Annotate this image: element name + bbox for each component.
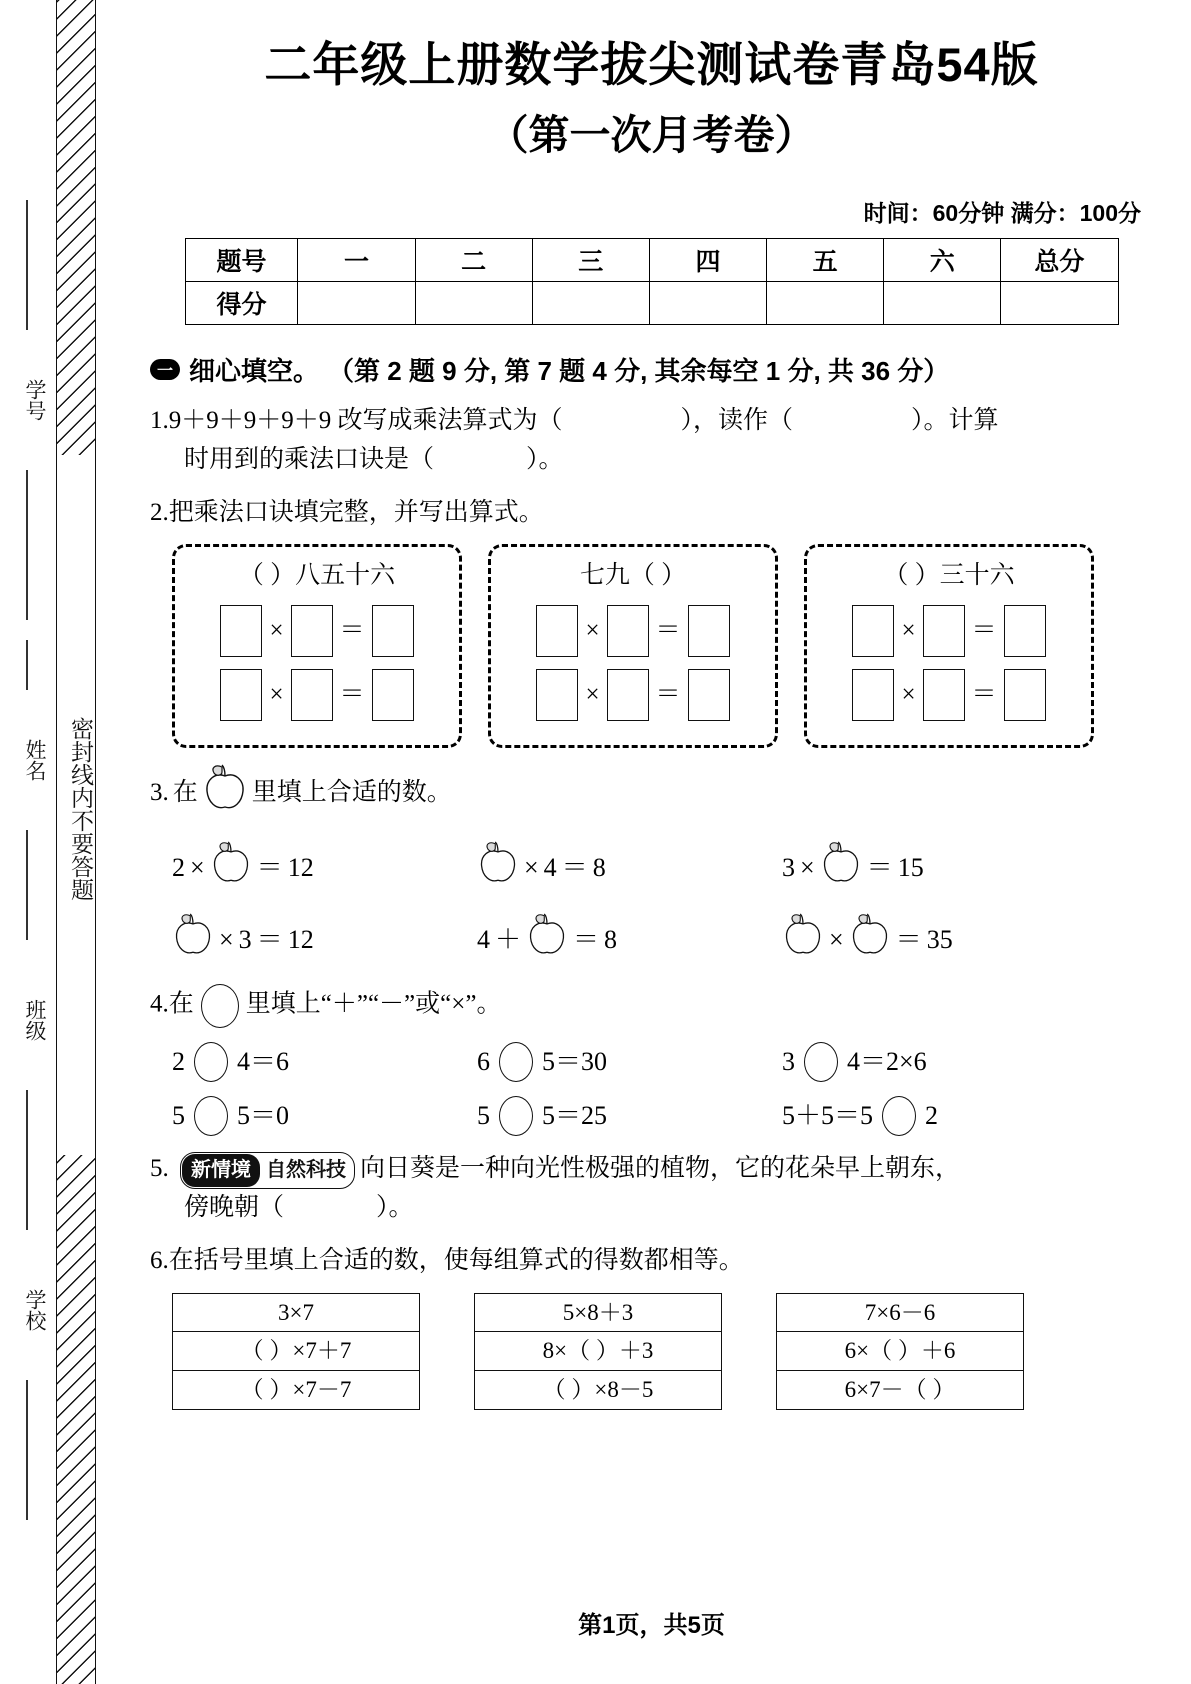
score-cell-4[interactable] [649,282,766,325]
expression-blank[interactable]: （ ）×7＋7 [173,1332,420,1371]
operand: 2 [172,853,185,883]
question-6-groups [150,1293,1153,1410]
operand-left: 5 [172,1101,185,1131]
question-2-prompt-text: 把乘法口诀填完整，并写出算式。 [168,498,544,526]
operand-left: 3 [782,1046,795,1076]
page-title: 二年级上册数学拔尖测试卷青岛54版 [264,38,1039,91]
question-2-group-3 [804,544,1094,748]
question-5-text: 向日葵是一种向光性极强的植物，它的花朵早上朝东， [360,1155,961,1183]
question-4 [150,984,1153,1137]
answer-box[interactable] [923,669,965,721]
table-row [475,1370,722,1409]
operand: 4 [477,925,490,955]
question-1-line-2 [150,441,1153,480]
table-row [777,1332,1024,1371]
result: 8 [592,853,606,883]
seal-hatch-top [57,0,96,455]
expression-given: 5×8＋3 [475,1293,722,1332]
question-3-text-a: 在 [172,779,198,807]
apple-icon-blank[interactable] [210,839,252,897]
result: 15 [897,853,924,883]
field-rule-name [26,640,28,690]
question-5-text-b: 傍晚朝（ [184,1194,285,1222]
score-cell-3[interactable] [532,282,649,325]
operand-left: 2 [172,1046,185,1076]
score-col-4: 四 [649,239,766,282]
apple-icon-blank[interactable] [477,839,519,897]
equals-symbol: ＝ [339,680,365,708]
answer-box[interactable] [688,605,730,657]
times-symbol: × [800,853,815,883]
result: 8 [604,925,618,955]
equals-symbol: ＝ [895,925,922,955]
question-6-prompt-text: 在括号里填上合适的数，使每组算式的得数都相等。 [168,1246,744,1274]
answer-box[interactable] [220,605,262,657]
answer-box[interactable] [536,669,578,721]
score-col-5: 五 [767,239,884,282]
question-3-eq-2 [477,839,782,897]
question-1-text-d: 时用到的乘法口诀是（ [184,445,435,473]
operand-right: 4＝6 [237,1046,290,1076]
exam-page [112,0,1191,1684]
times-symbol: × [219,925,234,955]
equals-symbol: ＝ [256,925,283,955]
seal-text: 密封线内不要答题 [68,717,93,901]
table-row [173,1370,420,1409]
expression-blank[interactable]: 6×7－（ ） [777,1370,1024,1409]
question-2-group-2 [488,544,778,748]
exam-meta: 时间：60分钟 满分：100分 [863,200,1141,227]
page-footer: 第1页，共5页 [578,1612,725,1639]
times-symbol: × [269,680,284,708]
field-rule-student-id-2 [26,470,28,620]
answer-box[interactable] [1004,669,1046,721]
field-rule-student-id [26,200,28,330]
rhyme-blank-2[interactable]: 七九（ ） [579,562,687,590]
result: 35 [926,925,953,955]
question-5-line-1 [150,1150,1153,1189]
answer-box[interactable] [923,605,965,657]
score-cell-6[interactable] [884,282,1001,325]
operand-left: 5＋5＝5 [782,1101,874,1131]
circle-blank-icon[interactable] [804,1042,838,1082]
rhyme-blank-3[interactable]: （ ）三十六 [883,562,1015,590]
question-4-eq-1 [172,1042,477,1082]
score-col-6: 六 [884,239,1001,282]
question-4-number: 4. [150,990,169,1018]
answer-box[interactable] [536,605,578,657]
page-subtitle: （第一次月考卷） [487,112,816,159]
question-3-row-2 [150,911,1153,969]
question-2 [150,494,1153,749]
question-3-eq-5 [477,911,782,969]
question-1 [150,402,1153,480]
circle-blank-icon[interactable] [194,1096,228,1136]
equation-row [536,605,729,657]
question-6-group-3 [776,1293,1024,1410]
question-1-line-1 [150,402,1153,441]
seal-hatch-bottom [57,1155,96,1684]
score-cell-2[interactable] [415,282,532,325]
table-row [173,1293,420,1332]
circle-blank-icon[interactable] [499,1042,533,1082]
equation-row [220,669,413,721]
circle-blank-icon [201,984,239,1028]
question-4-eq-4 [172,1096,477,1136]
section-title: 细心填空。 [189,356,320,387]
answer-box[interactable] [607,669,649,721]
answer-box[interactable] [1004,605,1046,657]
section-points: （第 2 题 9 分, 第 7 题 4 分, 其余每空 1 分, 共 36 分） [328,356,950,387]
answer-box[interactable] [291,605,333,657]
apple-icon-blank[interactable] [849,911,891,969]
question-2-group-1 [172,544,462,748]
question-4-row-1 [150,1042,1153,1082]
field-rule-school [26,1380,28,1520]
times-symbol: × [190,853,205,883]
sealing-sidebar [0,0,112,1684]
operand-right: 4＝2×6 [847,1046,927,1076]
question-4-eq-6 [782,1096,1087,1136]
question-4-prompt [150,984,1153,1028]
question-6-prompt [150,1242,1153,1281]
score-cell-5[interactable] [767,282,884,325]
score-row-label-0: 题号 [185,239,298,282]
equals-symbol: ＝ [256,853,283,883]
operand-left: 6 [477,1046,490,1076]
score-row-label-1: 得分 [185,282,298,325]
equals-symbol: ＝ [339,616,365,644]
expression-blank[interactable]: （ ）×8－5 [475,1370,722,1409]
field-rule-class [26,1090,28,1230]
question-3-eq-3 [782,839,1087,897]
question-5-number: 5. [150,1155,169,1183]
circle-blank-icon[interactable] [499,1096,533,1136]
equals-symbol: ＝ [971,616,997,644]
question-4-eq-3 [782,1042,1087,1082]
question-4-row-2 [150,1096,1153,1136]
table-row [475,1293,722,1332]
equation-row [536,669,729,721]
table-row [185,239,1118,282]
field-label-class: 班级 [23,999,47,1041]
operand-right: 2 [925,1101,939,1131]
operand-right: 5＝0 [237,1101,290,1131]
question-3-row-1 [150,839,1153,897]
table-row [777,1370,1024,1409]
answer-box[interactable] [291,669,333,721]
score-col-3: 三 [532,239,649,282]
table-row [777,1293,1024,1332]
question-3-eq-6 [782,911,1087,969]
question-4-eq-5 [477,1096,782,1136]
equation-row [852,605,1045,657]
field-label-name: 姓名 [23,739,47,781]
question-3-eq-4 [172,911,477,969]
context-badge [180,1152,355,1189]
operand-right: 5＝25 [542,1101,608,1131]
apple-icon [202,762,248,825]
question-3-eq-1 [172,839,477,897]
equals-symbol: ＝ [971,680,997,708]
score-col-1: 一 [298,239,415,282]
table-row [173,1332,420,1371]
section-header [150,351,1153,388]
question-2-number: 2. [150,498,169,526]
answer-box[interactable] [852,669,894,721]
apple-icon-blank[interactable] [172,911,214,969]
table-row [185,282,1118,325]
equals-symbol: ＝ [573,925,600,955]
apple-icon-blank[interactable] [782,911,824,969]
question-3-prompt [150,762,1153,825]
question-1-text-b: ），读作（ [680,407,794,435]
question-5-text-c: ）。 [376,1194,414,1222]
question-5-line-2 [150,1189,1153,1228]
equation-row [220,605,413,657]
question-6-number: 6. [150,1246,169,1274]
operand: 3 [782,853,795,883]
expression-blank[interactable]: （ ）×7－7 [173,1370,420,1409]
answer-box[interactable] [372,605,414,657]
plus-symbol: ＋ [495,925,522,955]
times-symbol: × [585,680,600,708]
question-2-prompt [150,494,1153,533]
times-symbol: × [585,616,600,644]
expression-given: 7×6－6 [777,1293,1024,1332]
question-1-number: 1. [150,407,169,435]
times-symbol: × [269,616,284,644]
expression-given: 3×7 [173,1293,420,1332]
section-number-badge: 一 [150,359,180,380]
equals-symbol: ＝ [655,616,681,644]
question-4-text-a: 在 [168,990,194,1018]
question-2-groups [150,544,1153,748]
circle-blank-icon[interactable] [194,1042,228,1082]
circle-blank-icon[interactable] [882,1096,916,1136]
seal-strip [56,0,96,1684]
question-3-text-b: 里填上合适的数。 [251,779,452,807]
question-5 [150,1150,1153,1228]
question-1-text-e: ）。 [526,445,564,473]
answer-box[interactable] [220,669,262,721]
field-label-school: 学校 [23,1289,47,1331]
question-3-number: 3. [150,779,169,807]
answer-box[interactable] [688,669,730,721]
answer-box[interactable] [852,605,894,657]
field-label-student-id: 学号 [23,379,47,421]
equation-row [852,669,1045,721]
table-row [475,1332,722,1371]
question-6-group-1 [172,1293,420,1410]
score-col-2: 二 [415,239,532,282]
rhyme-blank-1[interactable]: （ ）八五十六 [238,562,396,590]
badge-new-context: 新情境 [182,1154,260,1187]
question-4-text-b: 里填上“＋”“－”或“×”。 [245,990,502,1018]
expression-blank[interactable]: 6×（ ）＋6 [777,1332,1024,1371]
operand-right: 5＝30 [542,1046,608,1076]
apple-icon-blank[interactable] [820,839,862,897]
question-6 [150,1242,1153,1410]
times-symbol: × [901,616,916,644]
result: 12 [287,925,314,955]
apple-icon-blank[interactable] [526,911,568,969]
question-4-eq-2 [477,1042,782,1082]
expression-blank[interactable]: 8×（ ）＋3 [475,1332,722,1371]
score-col-total: 总分 [1001,239,1118,282]
equals-symbol: ＝ [655,680,681,708]
badge-topic: 自然科技 [266,1159,346,1182]
question-3 [150,762,1153,969]
operand-left: 5 [477,1101,490,1131]
score-cell-total[interactable] [1001,282,1118,325]
score-cell-1[interactable] [298,282,415,325]
field-rule-name-2 [26,830,28,940]
equals-symbol: ＝ [561,853,588,883]
answer-box[interactable] [607,605,649,657]
result: 12 [287,853,314,883]
answer-box[interactable] [372,669,414,721]
question-1-text-c: ）。计算 [911,407,999,435]
question-6-group-2 [474,1293,722,1410]
operand: 3 [238,925,252,955]
times-symbol: × [901,680,916,708]
score-table [185,238,1119,325]
times-symbol: × [829,925,844,955]
times-symbol: × [524,853,539,883]
equals-symbol: ＝ [866,853,893,883]
operand: 4 [543,853,557,883]
question-1-text-a: 9＋9＋9＋9＋9 改写成乘法算式为（ [168,407,563,435]
